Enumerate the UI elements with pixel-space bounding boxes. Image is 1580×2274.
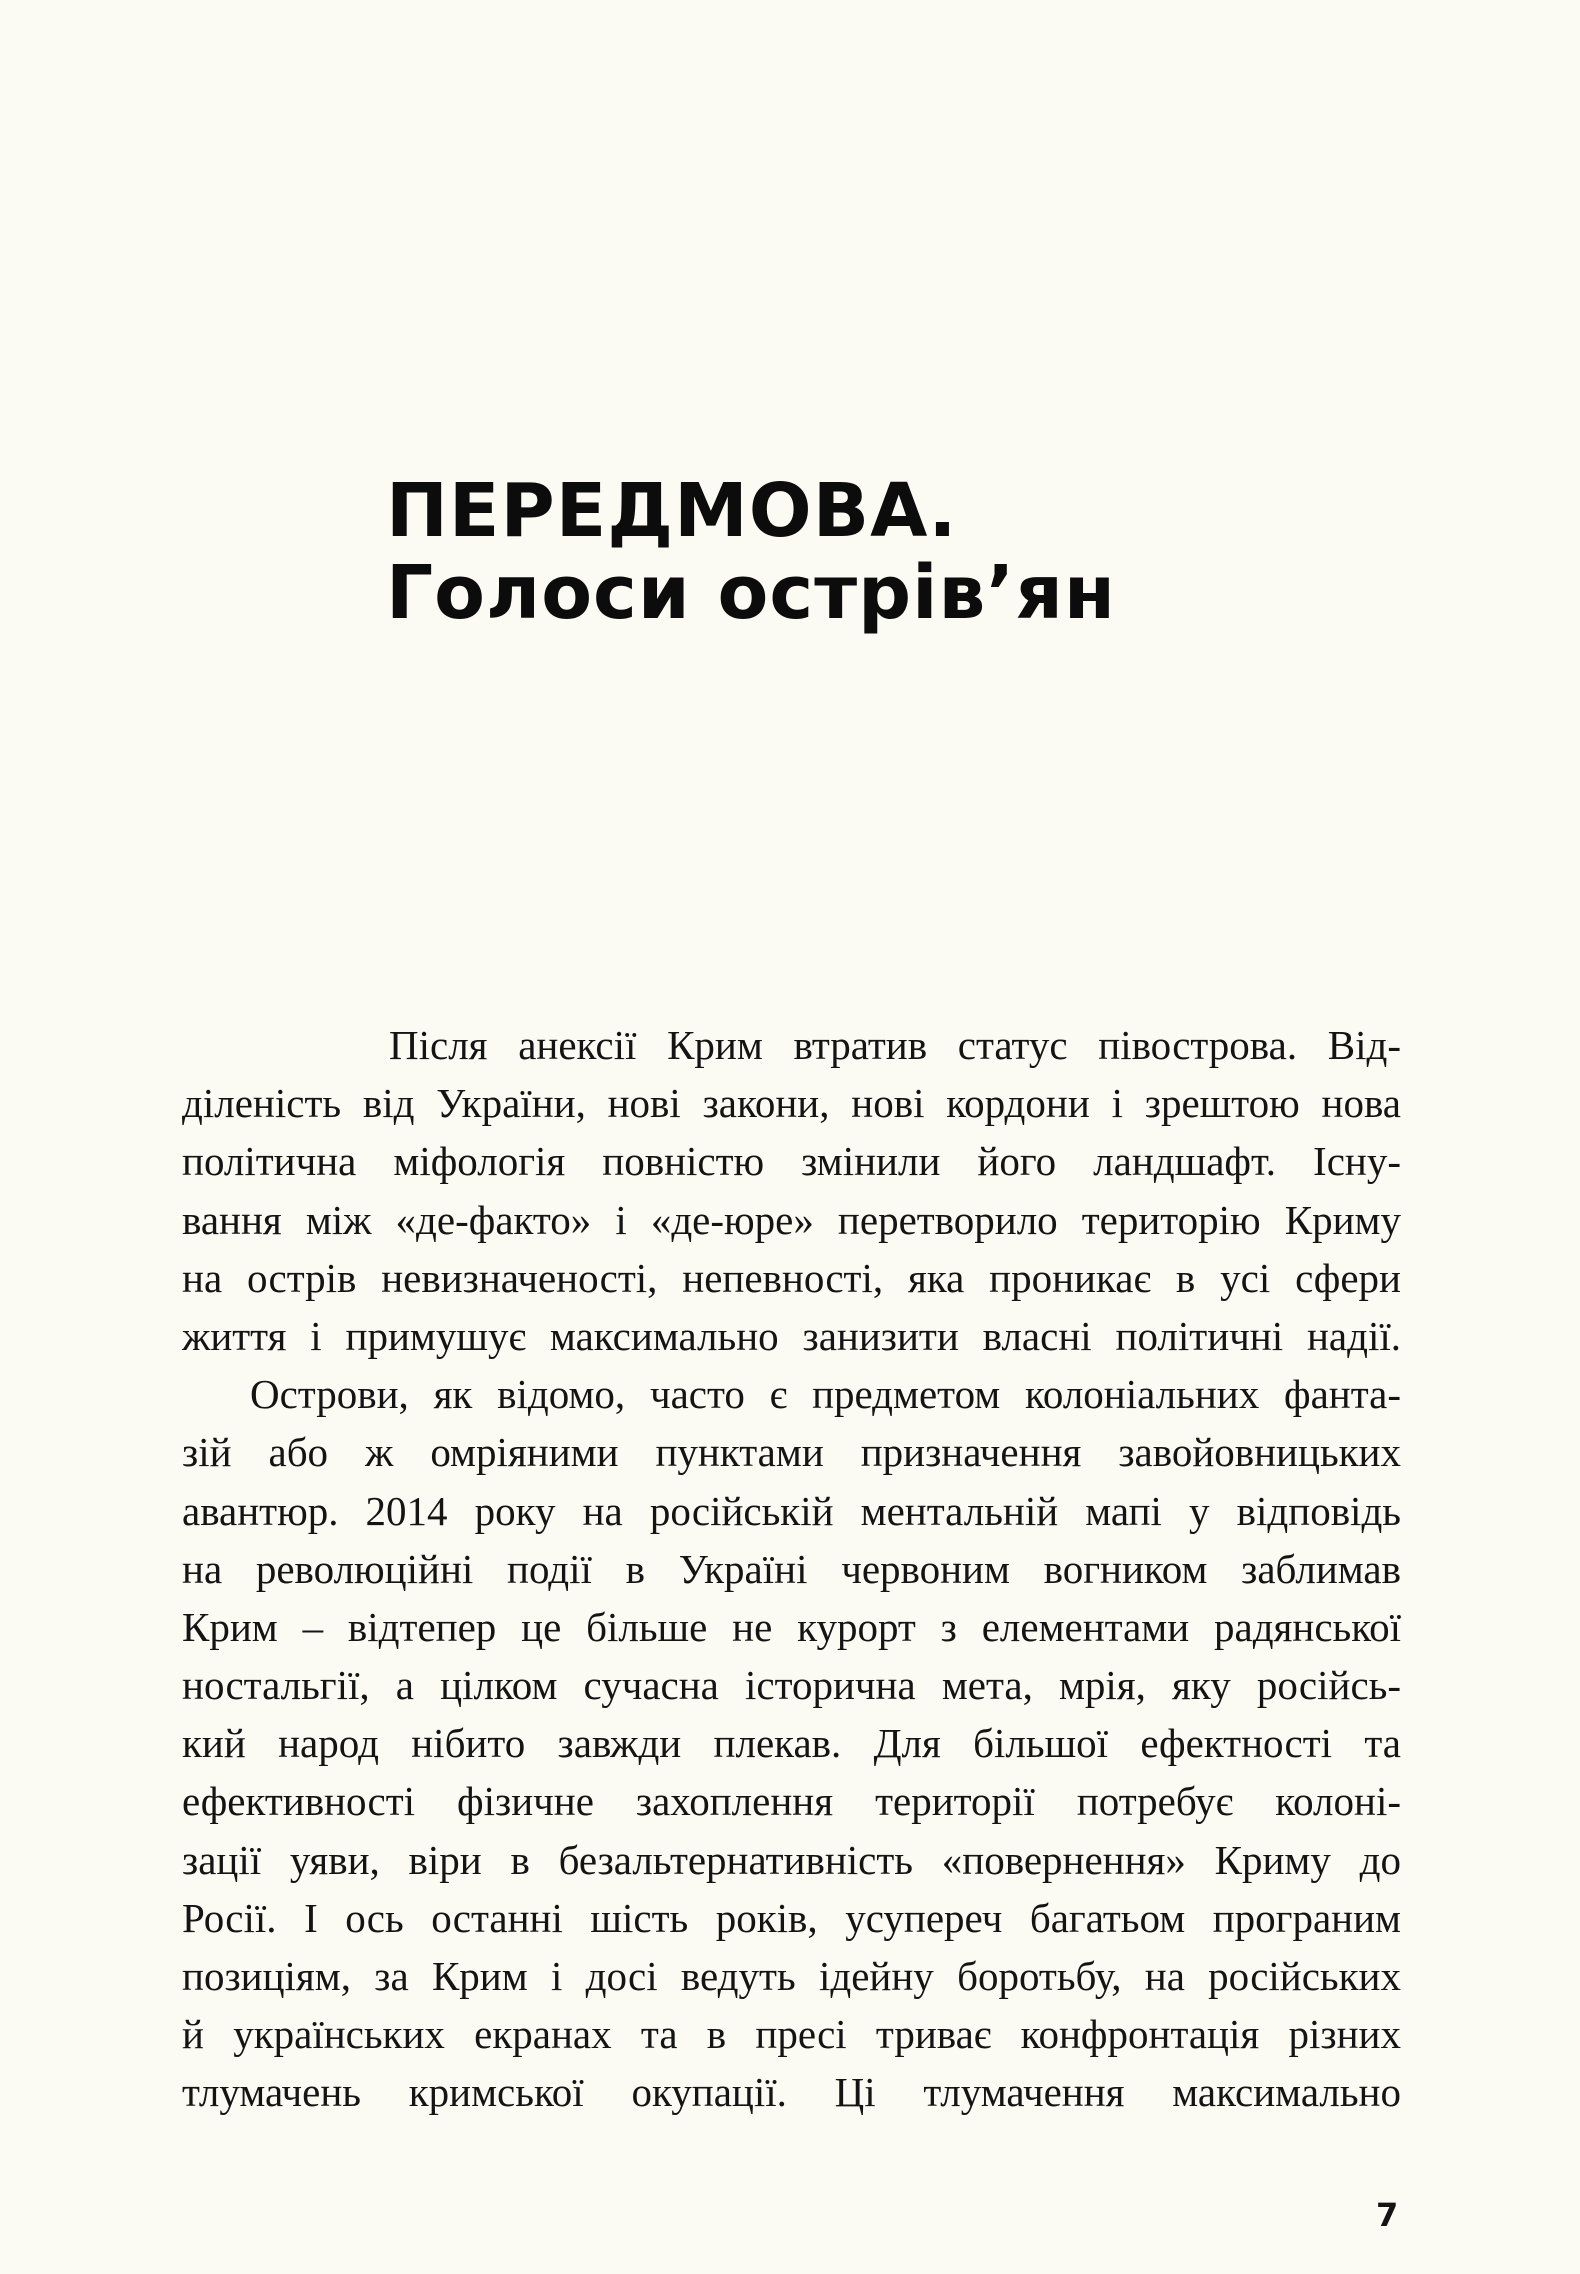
paragraph: [182, 1365, 1401, 2121]
paragraph: [182, 1016, 1401, 1365]
text-line: ностальгії, а цілком сучасна історична мета, мрія, яку російсь-: [182, 1662, 1401, 1709]
chapter-title-line-2: Голоси острів’ян: [386, 550, 1117, 636]
text-line: Після анексії Крим втратив статус півострова. Від-: [389, 1022, 1401, 1068]
chapter-title: [386, 470, 1116, 634]
body-text: [182, 1016, 1401, 2122]
text-line: на острів невизначеності, непевності, яка проникає в усі сфери: [182, 1254, 1401, 1301]
text-line: життя і примушує максимально занизити власні політичні надії.: [182, 1312, 1401, 1359]
text-line: ефективності фізичне захоплення території потребує колоні-: [182, 1778, 1401, 1825]
text-line: кий народ нібито завжди плекав. Для більшої ефектності та: [182, 1720, 1401, 1767]
text-line: політична міфологія повністю змінили його ландшафт. Існу-: [182, 1138, 1401, 1185]
text-line: зій або ж омріяними пунктами призначення завойовницьких: [182, 1429, 1401, 1476]
text-line: діленість від України, нові закони, нові кордони і зрештою нова: [182, 1080, 1401, 1127]
text-line: на революційні події в Україні червоним вогником заблимав: [182, 1545, 1401, 1592]
page-number: 7: [1376, 2196, 1399, 2234]
text-line: й українських екранах та в пресі триває конфронтація різних: [182, 2011, 1401, 2058]
text-line: Росії. І ось останні шість років, усупереч багатьом програним: [182, 1894, 1401, 1941]
text-line: позиціям, за Крим і досі ведуть ідейну боротьбу, на російських: [182, 1953, 1401, 1999]
text-line: тлумачень кримської окупації. Ці тлумачення максимально: [182, 2069, 1401, 2116]
text-line: Острови, як відомо, часто є предметом колоніальних фанта-: [250, 1371, 1401, 1418]
text-line: Крим – відтепер це більше не курорт з елементами радянської: [182, 1603, 1401, 1650]
text-line: зації уяви, віри в безальтернативність «повернення» Криму до: [182, 1836, 1401, 1883]
text-line: вання між «де-факто» і «де-юре» перетворило територію Криму: [182, 1196, 1401, 1243]
chapter-title-line-1: ПЕРЕДМОВА.: [386, 468, 958, 554]
text-line: авантюр. 2014 року на російській ментальній мапі у відповідь: [182, 1487, 1401, 1534]
